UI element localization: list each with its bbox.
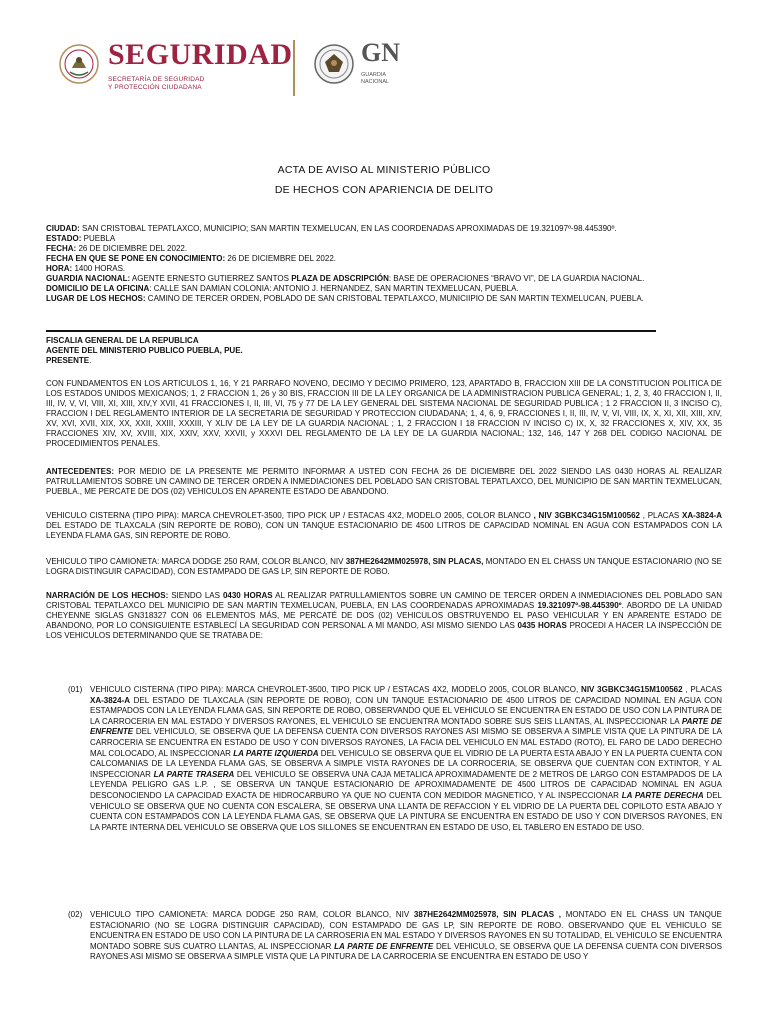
list-item <box>46 910 722 963</box>
list-item <box>46 685 722 833</box>
guardia-nacional-seal-icon <box>313 38 355 94</box>
gn-title: GN <box>361 38 400 67</box>
gn-subtitle-2: NACIONAL <box>361 79 390 85</box>
addressee-line-2: AGENTE DEL MINISTERIO PUBLICO PUEBLA, PUE. <box>46 346 243 355</box>
document-title-line-2: DE HECHOS CON APARIENCIA DE DELITO <box>274 184 494 196</box>
info-ciudad: CIUDAD: SAN CRISTOBAL TEPATLAXCO, MUNICIPIO; SAN MARTIN TEXMELUCAN, EN LAS COORDENADAS APROXIMADAS DE 19.321097º-98.445390º. <box>46 224 617 233</box>
gn-subtitle-1: GUARDIA <box>361 72 387 78</box>
addressee-line-3: PRESENTE. <box>46 356 92 365</box>
info-block <box>46 224 722 304</box>
separator-line <box>46 330 656 332</box>
list-item-body: VEHICULO CISTERNA (TIPO PIPA): MARCA CHEVROLET-3500, TIPO PICK UP / ESTACAS 4X2, MODELO 2005, COLOR BLANCO, NIV 3GBKC34G15M100562 , PLACAS XA-3824-A DEL ESTADO DE TLAXCALA (SIN REPORTE DE ROBO), CON UN TANQUE ESTACIONARIO DE 4500 LITROS DE CAPACIDAD NOMINAL EN AGUA CON ESTAMPADOS CON LA LEYENDA FLAMA GAS, SIN REPORTE DE ROBO, OBSERVANDO QUE EL VEHICULO SE ENCUENTRA EN ESTADO DE USO CON LA PINTURA DE LA CARROCERIA EN MAL ESTADO Y DIVERSOS RAYONES, EL VEHICULO SE ENCUENTRA MONTADO SOBRE SUS SEIS LLANTAS, AL INSPECCIONAR LA PARTE DE ENFRENTE DEL VEHICULO, SE OBSERVA QUE LA DEFENSA CUENTA CON DIVERSOS RAYONES ASI MISMO SE OBSERVA A SIMPLE VISTA QUE LA PINTURA DE LA CARROCERIA SE ENCUENTRA EN ESTADO DE USO Y CON DIVERSOS RAYONES, LA FACIA DEL VEHICULO EN MAL ESTADO (ROTO), EL FARO DE LADO DERECHO MAL COLOCADO, AL INSPECCIONAR LA PARTE IZQUIERDA DEL VEHICULO SE OBSERVA QUE EL VIDRIO DE LA PUERTA ESTA ABAJO Y EN LA PUERTA CUENTA CON CALCOMANIAS DE LA LEYENDA FLAMA GAS, SE OBSERVA A SIMPLE VISTA RAYONES DE LA CORROCERIA, SE OBSERVA QUE CUENTAN CON EXTINTOR, Y AL INSPECCIONAR LA PARTE TRASERA DEL VEHICULO SE OBSERVA UNA CAJA METALICA APROXIMADAMENTE DE 2 METROS DE LARGO CON ESTAMPADOS DE LA LEYENDA PELIGRO GAS L.P. , SE OBSERVA UN TANQUE ESTACIONARIO DE APROXIMADAMENTE DE 4500 LITROS DE CAPACIDAD NOMINAL EN AGUA DESCONOCIENDO LA CAPACIDAD EXACTA DE HIDROCARBURO YA QUE NO CUENTA CON MEDIDOR MAGNETICO, Y AL INSPECCIONAR LA PARTE DERECHA DEL VEHICULO SE OBSERVA QUE NO CUENTA CON ESCALERA, SE OBSERVA UNA LLANTA DE REFACCION Y EL VIDRIO DE LA PUERTA DEL COPILOTO ESTA ABAJO Y CUENTA CON ESTAMPADOS CON LA LEYENDA FLAMA GAS, SE OBSERVA QUE LA PINTURA SE ENCUENTRA EN ESTADO DE USO Y CON DIVERSOS RAYONES, EN LA PARTE INTERNA DEL VEHICULO SE OBSERVA QUE LOS SILLONES SE ENCUENTRAN EN ESTADO DE USO, EL TABLERO EN ESTADO DE USO. <box>90 685 722 832</box>
fundamentos-paragraph: CON FUNDAMENTOS EN LOS ARTICULOS 1, 16, Y 21 PARRAFO NOVENO, DECIMO Y DECIMO PRIMERO, 123, APARTADO B, FRACCION XIII DE LA CONSTITUCION POLITICA DE LOS ESTADOS UNIDOS MEXICANOS; 1, 2 FRACCION 1, 26 y 30 BIS, FRACCION III DE LA LEY ORGANICA DE LA ADMINISTRACION PUBLICA GENERAL; 1, 2, 3, 40 FRACCION I, II, III, IV, V, VI, VIII, XI, XIII, XIV,Y XVII, 41 FRACCIONES I, II, III, VI, 75 y 77 DE LA LEY GENERAL DEL SISTEMA NACIONAL DE SEGURIDAD PUBLICA ; 1 2 FRACCION II, 3 INCISO C), FRACCION I DEL REGLAMENTO INTERIOR DE LA SECRETARIA DE SEGURIDAD Y PROTECCION CIUDADANA; 1, 4, 6, 9, FRACCIONES I, II, III, IV, V, VI, VIII, IX, X, XI, XII, XIII, XIV, XV, XVI, XVII, XIX, XX, XXII, XXIII, XXXIII, Y XLIV DE LA LEY DE LA GUARDIA NACIONAL ; 1, 2 FRACCION I 18 FRACCION IV INCISO C) IX, X, 32 FRACCIONES X, XIV, XX, 35 FRACCIONES XIV, XV, XVIII, XIX, XXIV, XXV, XXVII, y XXXVI DEL REGLAMENTO DE LA LEY DE LA GUARDIA NACIONAL; 132, 146, 147 Y 268 DEL CODIGO NACIONAL DE PROCEDIMIENTOS PENALES. <box>46 379 722 448</box>
narracion-paragraph: NARRACIÓN DE LOS HECHOS: SIENDO LAS 0430 HORAS AL REALIZAR PATRULLAMIENTOS SOBRE UN CAMINO DE TERCER ORDEN A INMEDIACIONES DEL POBLADO SAN CRISTOBAL TEPATLAXCO DEL MUNICIPIO DE SAN MARTIN TEXMELUCAN, PUEBLA, EN LAS COORDENADAS APROXIMADAS 19.321097º-98.445390º. ABORDO DE LA UNIDAD CHEYENNE SIGLAS GN318327 CON 06 ELEMENTOS MÁS, ME PERCATÉ DE DOS (02) VEHICULOS OBSTRUYENDO EL PASO VEHICULAR Y EN APARENTE ESTADO DE ABANDONO, POR LO CONSIGUIENTE ESTABLECÍ LA SEGURIDAD CON PERSONAL A MI MANDO, ASI MISMO SIENDO LAS 0435 HORAS PROCEDI A HACER LA INSPECCIÓN DE LOS VEHICULOS DETERMINANDO QUE SE TRATABA DE: <box>46 591 723 640</box>
header-divider <box>293 40 295 96</box>
vehicle-1-paragraph: VEHICULO CISTERNA (TIPO PIPA): MARCA CHEVROLET-3500, TIPO PICK UP / ESTACAS 4X2, MODELO 2005, COLOR BLANCO , NIV 3GBKC34G15M100562 , PLACAS XA-3824-A DEL ESTADO DE TLAXCALA (SIN REPORTE DE ROBO), CON UN TANQUE ESTACIONARIO DE 4500 LITROS DE CAPACIDAD NOMINAL EN AGUA CON ESTAMPADOS CON LA LEYENDA FLAMA GAS, SIN REPORTE DE ROBO. <box>46 511 723 540</box>
info-estado: ESTADO: PUEBLA <box>46 234 116 243</box>
addressee-line-1: FISCALIA GENERAL DE LA REPUBLICA <box>46 336 199 345</box>
addressee-block <box>46 336 722 366</box>
seguridad-title: SEGURIDAD <box>108 38 293 71</box>
seguridad-logo <box>58 34 293 98</box>
mexico-seal-icon <box>58 38 100 94</box>
list-item-number: (01) <box>68 685 83 694</box>
info-fecha: FECHA: 26 DE DICIEMBRE DEL 2022. <box>46 244 188 253</box>
document-title-line-1: ACTA DE AVISO AL MINISTERIO PÚBLICO <box>277 164 491 176</box>
antecedentes-paragraph: ANTECEDENTES: POR MEDIO DE LA PRESENTE ME PERMITO INFORMAR A USTED CON FECHA 26 DE DICIEMBRE DEL 2022 SIENDO LAS 0430 HORAS AL REALIZAR PATRULLAMIENTOS SOBRE UN CAMINO DE TERCER ORDEN A INMEDIACIONES DEL POBLADO SAN CRISTOBAL TEPATLAXCO, DEL MUNICIPIO DE SAN MARTIN TEXMELUCAN, PUEBLA., ME PERCATE DE DOS (02) VEHICULOS EN APARENTE ESTADO DE ABANDONO. <box>46 467 722 496</box>
seguridad-subtitle-2: Y PROTECCIÓN CIUDADANA <box>108 84 202 91</box>
info-hora: HORA: 1400 HORAS. <box>46 264 126 273</box>
list-item-body: VEHICULO TIPO CAMIONETA: MARCA DODGE 250 RAM, COLOR BLANCO, NIV 387HE2642MM025978, SIN PLACAS , MONTADO EN EL CHASS UN TANQUE ESTACIONARIO (NO SE LOGRA DISTINGUIR CAPACIDAD), CON ESTAMPADO DE GAS LP, SIN REPORTE DE ROBO. OBSERVANDO QUE EL VEHICULO SE ENCUENTRA EN ESTADO DE USO CON LA PINTURA DE LA CARROSERIA EN MAL ESTADO Y DIVERSOS RAYONES EN SU TOTALIDAD, EL VEHICULO SE ENCUENTRA MONTADO SOBRE SUS CUATRO LLANTAS, AL INSPECCIONAR LA PARTE DE ENFRENTE DEL VEHICULO, SE OBSERVA QUE LA DEFENSA CUENTA CON DIVERSOS RAYONES ASI MISMO SE OBSERVA A SIMPLE VISTA QUE LA PINTURA DE LA CARROCERIA SE ENCUENTRA EN ESTADO DE USO Y <box>90 910 723 962</box>
seguridad-subtitle-1: SECRETARÍA DE SEGURIDAD <box>108 76 205 83</box>
vehicle-2-paragraph: VEHICULO TIPO CAMIONETA: MARCA DODGE 250 RAM, COLOR BLANCO, NIV 387HE2642MM025978, SIN PLACAS, MONTADO EN EL CHASS UN TANQUE ESTACIONARIO (NO SE LOGRA DISTINGUIR CAPACIDAD), CON ESTAMPADO DE GAS LP, SIN REPORTE DE ROBO. <box>46 557 723 576</box>
list-item-number: (02) <box>68 910 83 919</box>
guardia-nacional-logo <box>361 40 400 86</box>
info-domicilio: DOMICILIO DE LA OFICINA: CALLE SAN DAMIAN COLONIA: ANTONIO J. HERNANDEZ, SAN MARTIN TEXMELUCAN, PUEBLA. <box>46 284 519 293</box>
info-guardia: GUARDIA NACIONAL: AGENTE ERNESTO GUTIERREZ SANTOS PLAZA DE ADSCRIPCIÓN: BASE DE OPERACIONES “BRAVO VI”, DE LA GUARDIA NACIONAL. <box>46 274 645 283</box>
info-fecha-conocimiento: FECHA EN QUE SE PONE EN CONOCIMIENTO: 26 DE DICIEMBRE DEL 2022. <box>46 254 336 263</box>
info-lugar: LUGAR DE LOS HECHOS: CAMINO DE TERCER ORDEN, POBLADO DE SAN CRISTOBAL TEPATLAXCO, MUNICIIPIO DE SAN MARTIN TEXMELUCAN, PUEBLA. <box>46 294 644 303</box>
